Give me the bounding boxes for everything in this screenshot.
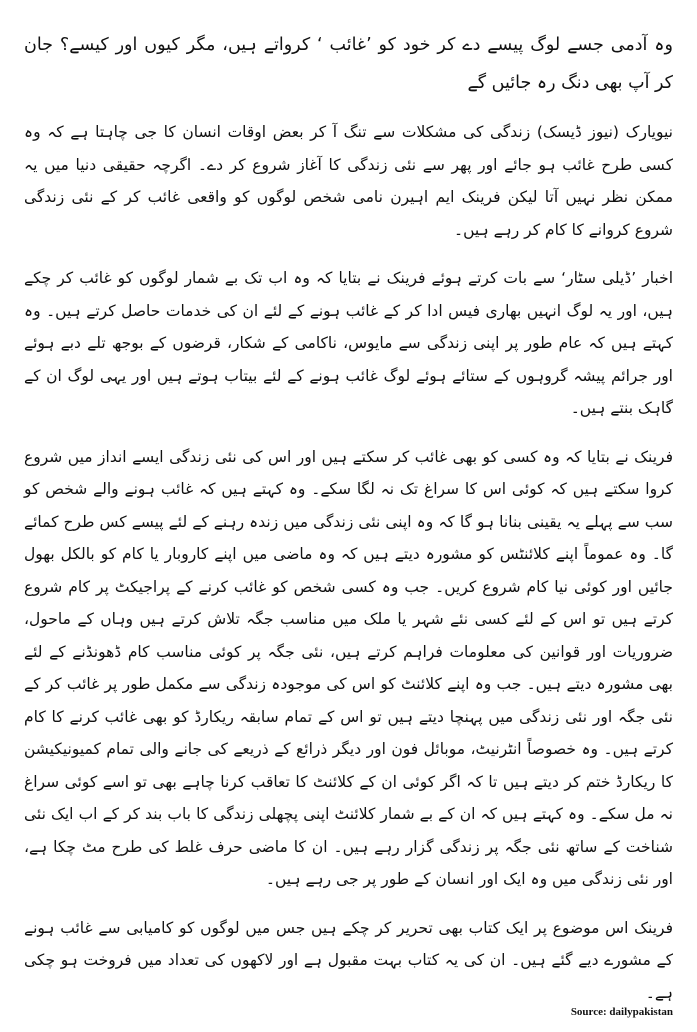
- article-paragraph-2: اخبار ’ڈیلی سٹار‘ سے بات کرتے ہوئے فرینک نے بتایا کہ وہ اب تک بے شمار لوگوں کو غائب کر چکے ہیں، اور یہ لوگ انہیں بھاری فیس ادا کر کے غائب ہونے کے لئے ان کی خدمات حاصل کرتے ہیں۔ وہ کہتے ہیں کہ عام طور پر اپنی زندگی سے مایوس، ناکامی کے شکار، قرضوں کے بوجھ تلے دبے ہوئے اور جرائم پیشہ گروہوں کے ستائے ہوئے لوگ غائب ہونے کے لئے بیتاب ہوتے ہیں اور یہی لوگ ان کے گاہک بنتے ہیں۔: [24, 269, 673, 417]
- article-paragraph-1: نیویارک (نیوز ڈیسک) زندگی کی مشکلات سے تنگ آ کر بعض اوقات انسان کا جی چاہتا ہے کہ وہ کسی طرح غائب ہو جائے اور پھر سے نئی زندگی کا آغاز شروع کر دے۔ اگرچہ حقیقی دنیا میں یہ ممکن نظر نہیں آتا لیکن فرینک ایم اہیرن نامی شخص لوگوں کو واقعی غائب کر کے نئی زندگی شروع کروانے کا کام کر رہے ہیں۔: [24, 123, 673, 239]
- article-paragraph-3: فرینک نے بتایا کہ وہ کسی کو بھی غائب کر سکتے ہیں اور اس کی نئی زندگی ایسے انداز میں شروع کروا سکتے ہیں کہ کوئی اس کا سراغ تک نہ لگا سکے۔ وہ کہتے ہیں کہ غائب ہونے والے شخص کو سب سے پہلے یہ یقینی بنانا ہو گا کہ وہ اپنی نئی زندگی میں زندہ رہنے کے لئے پیسے کس طرح کمائے گا۔ وہ عموماً اپنے کلائنٹس کو مشورہ دیتے ہیں کہ وہ ماضی میں اپنے کاروبار یا کام کو بالکل بھول جائیں اور کوئی نیا کام شروع کریں۔ جب وہ کسی شخص کو غائب کرنے کے پراجیکٹ پر کام شروع کرتے ہیں تو اس کے لئے کسی نئے شہر یا ملک میں مناسب جگہ تلاش کرتے ہیں وہاں کے ماحول، ضروریات اور قوانین کی معلومات فراہم کرتے ہیں، نئی جگہ پر کوئی مناسب کام ڈھونڈنے کے لئے بھی مشورہ دیتے ہیں۔ جب وہ اپنے کلائنٹ کو اس کی موجودہ زندگی سے مکمل طور پر غائب کر کے نئی جگہ اور نئی زندگی میں پہنچا دیتے ہیں تو اس کے تمام سابقہ ریکارڈ کو بھی غائب کرنے کا کام کرتے ہیں۔ وہ خصوصاً انٹرنیٹ، موبائل فون اور دیگر ذرائع کے ذریعے کی جانے والی تمام کمیونیکیشن کا ریکارڈ ختم کر دیتے ہیں تا کہ اگر کوئی ان کے کلائنٹ کا تعاقب کرنا چاہے بھی تو اسے کوئی سراغ نہ مل سکے۔ وہ کہتے ہیں کہ ان کے بے شمار کلائنٹ اپنی پچھلی زندگی کا باب بند کر کے اب ایک نئی شناخت کے ساتھ نئی جگہ پر زندگی گزار رہے ہیں۔ ان کا ماضی حرف غلط کی طرح مٹ چکا ہے، اور نئی زندگی میں وہ ایک اور انسان کے طور پر جی رہے ہیں۔: [24, 447, 673, 888]
- source-credit: Source: dailypakistan: [570, 1006, 673, 1018]
- article-paragraph-4: فرینک اس موضوع پر ایک کتاب بھی تحریر کر چکے ہیں جس میں لوگوں کو کامیابی سے غائب ہونے کے مشورے دیے گئے ہیں۔ ان کی یہ کتاب بہت مقبول ہے اور لاکھوں کی تعداد میں فروخت ہو چکی ہے۔: [24, 918, 673, 1002]
- article-headline: وہ آدمی جسے لوگ پیسے دے کر خود کو ’غائب ‘ کرواتے ہیں، مگر کیوں اور کیسے؟ جان کر آپ بھی دنگ رہ جائیں گے: [24, 35, 673, 93]
